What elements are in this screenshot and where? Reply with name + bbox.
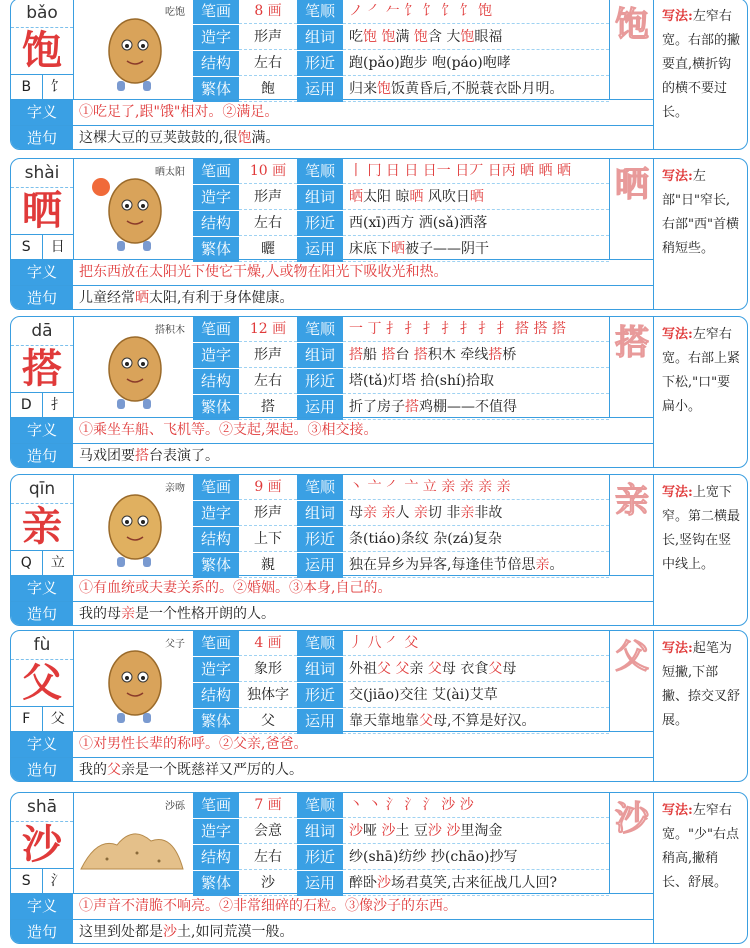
label-yunyong: 运用 xyxy=(297,77,343,102)
radical: 日 xyxy=(50,239,65,255)
label-zaoju: 造句 xyxy=(11,444,73,468)
usage: 醉卧沙场君莫笑,古来征战几人回? xyxy=(343,871,609,896)
initial-letter: F xyxy=(11,707,43,732)
meaning: ①有血统或夫妻关系的。②婚姻。③本身,自己的。 xyxy=(79,580,392,596)
trace-character: 亲 xyxy=(615,481,649,521)
character-card xyxy=(10,474,748,626)
label-ziyi: 字义 xyxy=(11,100,73,125)
stroke-order: ノ ㇒ 𠂉 饣 饣 饣 饣 饱 xyxy=(343,0,609,24)
sentence: 这里到处都是沙土,如同荒漠一般。 xyxy=(79,924,294,940)
label-jiegou: 结构 xyxy=(193,369,239,394)
radical: 氵 xyxy=(50,873,65,889)
writing-tip xyxy=(653,0,748,149)
stroke-order: 丿 八 ㇒ 父 xyxy=(343,631,609,656)
stroke-count: 10 画 xyxy=(239,159,297,184)
similar: 条(tiáo)条纹 杂(zá)复杂 xyxy=(343,527,609,552)
traditional: 親 xyxy=(239,553,297,578)
index-row xyxy=(11,868,73,894)
label-ziyi: 字义 xyxy=(11,418,73,443)
writing-tip xyxy=(653,475,748,625)
label-bihua: 笔画 xyxy=(193,631,239,656)
label-ziyi: 字义 xyxy=(11,576,73,601)
meaning: ①乘坐车船、飞机等。②支起,架起。③相交接。 xyxy=(79,422,378,438)
illustration-label: 晒太阳 xyxy=(155,167,185,178)
trace-box xyxy=(609,631,654,731)
sentence: 马戏团要搭台表演了。 xyxy=(79,448,219,464)
label-jiegou: 结构 xyxy=(193,211,239,236)
label-bihua: 笔画 xyxy=(193,793,239,818)
writing-label: 写法: xyxy=(662,641,693,656)
label-zuci: 组词 xyxy=(297,819,343,844)
label-bishun: 笔顺 xyxy=(297,631,343,656)
usage: 归来饱饭黄昏后,不脱蓑衣卧月明。 xyxy=(343,77,609,102)
label-jiegou: 结构 xyxy=(193,845,239,870)
character-card xyxy=(10,316,748,468)
label-xingjin: 形近 xyxy=(297,211,343,236)
pinyin: dā xyxy=(11,317,73,346)
label-bihua: 笔画 xyxy=(193,317,239,342)
usage: 床底下晒被子——阴干 xyxy=(343,237,609,262)
usage: 折了房子搭鸡棚——不值得 xyxy=(343,395,609,420)
label-bishun: 笔顺 xyxy=(297,317,343,342)
formation: 象形 xyxy=(239,657,297,682)
pinyin: fù xyxy=(11,631,73,660)
structure: 左右 xyxy=(239,211,297,236)
writing-text: 左窄右宽。右部的撇要直,横折钩的横不要过长。 xyxy=(662,9,741,120)
illustration xyxy=(73,159,193,259)
label-fanti: 繁体 xyxy=(193,77,239,102)
label-zaozi: 造字 xyxy=(193,501,239,526)
structure: 左右 xyxy=(239,51,297,76)
label-zaozi: 造字 xyxy=(193,185,239,210)
label-bihua: 笔画 xyxy=(193,0,239,24)
trace-character: 饱 xyxy=(615,5,649,45)
label-zaoju: 造句 xyxy=(11,920,73,944)
label-jiegou: 结构 xyxy=(193,51,239,76)
initial-letter: Q xyxy=(11,551,43,576)
illustration-label: 搭积木 xyxy=(155,325,185,336)
radical: 父 xyxy=(50,711,65,727)
label-fanti: 繁体 xyxy=(193,709,239,734)
character-card xyxy=(10,792,748,944)
label-xingjin: 形近 xyxy=(297,845,343,870)
initial-letter: S xyxy=(11,869,43,894)
formation: 会意 xyxy=(239,819,297,844)
radical: 扌 xyxy=(50,397,65,413)
label-zuci: 组词 xyxy=(297,25,343,50)
label-jiegou: 结构 xyxy=(193,527,239,552)
label-bishun: 笔顺 xyxy=(297,475,343,500)
similar: 塔(tǎ)灯塔 拾(shí)拾取 xyxy=(343,369,609,394)
initial-letter: B xyxy=(11,75,43,100)
label-zaozi: 造字 xyxy=(193,819,239,844)
pinyin: qīn xyxy=(11,475,73,504)
words: 晒太阳 晾晒 风吹日晒 xyxy=(343,185,609,210)
stroke-count: 7 画 xyxy=(239,793,297,818)
radical: 饣 xyxy=(50,79,65,95)
writing-label: 写法: xyxy=(662,803,693,818)
writing-text: 上宽下窄。第二横最长,竖钩在竖中线上。 xyxy=(662,485,741,572)
stroke-order: 丨 冂 日 日 日一 日丆 日丙 晒 晒 晒 xyxy=(343,159,609,184)
sentence: 我的父亲是一个既慈祥又严厉的人。 xyxy=(79,762,303,778)
stroke-count: 4 画 xyxy=(239,631,297,656)
stroke-order: 丶 丶 氵 氵 氵 沙 沙 xyxy=(343,793,609,818)
writing-text: 起笔为短撇,下部撇、捺交叉舒展。 xyxy=(662,641,741,728)
writing-text: 左部"日"窄长,右部"西"首横稍短些。 xyxy=(662,169,739,256)
usage: 靠天靠地靠父母,不算是好汉。 xyxy=(343,709,609,734)
index-row xyxy=(11,392,73,418)
character-card xyxy=(10,630,748,782)
similar: 纱(shā)纺纱 抄(chāo)抄写 xyxy=(343,845,609,870)
label-zuci: 组词 xyxy=(297,501,343,526)
writing-label: 写法: xyxy=(662,9,693,24)
meaning: ①声音不清脆不响亮。②非常细碎的石粒。③像沙子的东西。 xyxy=(79,898,457,914)
words: 吃饱 饱满 饱含 大饱眼福 xyxy=(343,25,609,50)
label-yunyong: 运用 xyxy=(297,553,343,578)
structure: 上下 xyxy=(239,527,297,552)
character: 沙 xyxy=(22,821,62,868)
label-bihua: 笔画 xyxy=(193,159,239,184)
formation: 形声 xyxy=(239,501,297,526)
words: 搭船 搭台 搭积木 牵线搭桥 xyxy=(343,343,609,368)
label-zaoju: 造句 xyxy=(11,758,73,782)
traditional: 搭 xyxy=(239,395,297,420)
label-zuci: 组词 xyxy=(297,185,343,210)
illustration xyxy=(73,317,193,417)
character: 饱 xyxy=(22,27,62,74)
index-row xyxy=(11,74,73,100)
label-yunyong: 运用 xyxy=(297,709,343,734)
writing-label: 写法: xyxy=(662,485,693,500)
label-fanti: 繁体 xyxy=(193,553,239,578)
illustration xyxy=(73,631,193,731)
label-zaoju: 造句 xyxy=(11,602,73,626)
character-card xyxy=(10,0,748,150)
sentence: 我的母亲是一个性格开朗的人。 xyxy=(79,606,275,622)
trace-box xyxy=(609,475,654,575)
usage: 独在异乡为异客,每逢佳节倍思亲。 xyxy=(343,553,609,578)
words: 外祖父 父亲 父母 衣食父母 xyxy=(343,657,609,682)
index-row xyxy=(11,234,73,260)
similar: 跑(pǎo)跑步 咆(páo)咆哮 xyxy=(343,51,609,76)
radical: 立 xyxy=(50,555,65,571)
label-fanti: 繁体 xyxy=(193,871,239,896)
label-zaoju: 造句 xyxy=(11,126,73,150)
character: 搭 xyxy=(22,345,62,392)
label-jiegou: 结构 xyxy=(193,683,239,708)
label-zaoju: 造句 xyxy=(11,286,73,310)
character: 晒 xyxy=(22,187,62,234)
trace-character: 沙 xyxy=(615,799,649,839)
similar: 交(jiāo)交往 艾(ài)艾草 xyxy=(343,683,609,708)
label-xingjin: 形近 xyxy=(297,527,343,552)
writing-label: 写法: xyxy=(662,327,693,342)
label-ziyi: 字义 xyxy=(11,260,73,285)
pinyin: shā xyxy=(11,793,73,822)
stroke-count: 9 画 xyxy=(239,475,297,500)
label-zaozi: 造字 xyxy=(193,25,239,50)
sentence: 这棵大豆的豆荚鼓鼓的,很饱满。 xyxy=(79,130,280,146)
label-xingjin: 形近 xyxy=(297,51,343,76)
meaning: ①吃足了,跟"饿"相对。②满足。 xyxy=(79,104,279,120)
traditional: 曬 xyxy=(239,237,297,262)
structure: 左右 xyxy=(239,845,297,870)
character: 亲 xyxy=(22,503,62,550)
writing-label: 写法: xyxy=(662,169,693,184)
label-bishun: 笔顺 xyxy=(297,0,343,24)
illustration xyxy=(73,475,193,575)
label-bihua: 笔画 xyxy=(193,475,239,500)
label-ziyi: 字义 xyxy=(11,732,73,757)
trace-box xyxy=(609,793,654,893)
index-row xyxy=(11,550,73,576)
words: 母亲 亲人 亲切 非亲非故 xyxy=(343,501,609,526)
label-zaozi: 造字 xyxy=(193,657,239,682)
character: 父 xyxy=(22,659,62,706)
words: 沙哑 沙土 豆沙 沙里淘金 xyxy=(343,819,609,844)
label-yunyong: 运用 xyxy=(297,237,343,262)
writing-text: 左窄右宽。"少"右点稍高,撇稍长、舒展。 xyxy=(662,803,739,890)
meaning: ①对男性长辈的称呼。②父亲,爸爸。 xyxy=(79,736,308,752)
stroke-count: 12 画 xyxy=(239,317,297,342)
label-xingjin: 形近 xyxy=(297,369,343,394)
label-yunyong: 运用 xyxy=(297,871,343,896)
illustration-label: 父子 xyxy=(165,639,185,650)
structure: 左右 xyxy=(239,369,297,394)
label-bishun: 笔顺 xyxy=(297,793,343,818)
label-ziyi: 字义 xyxy=(11,894,73,919)
trace-character: 父 xyxy=(615,637,649,677)
illustration xyxy=(73,793,193,893)
trace-box xyxy=(609,0,654,99)
label-zaozi: 造字 xyxy=(193,343,239,368)
writing-tip xyxy=(653,317,748,467)
label-bishun: 笔顺 xyxy=(297,159,343,184)
writing-tip xyxy=(653,159,748,309)
character-card xyxy=(10,158,748,310)
formation: 形声 xyxy=(239,343,297,368)
stroke-order: 丶 亠 ㇒ 亠 立 亲 亲 亲 亲 xyxy=(343,475,609,500)
label-zuci: 组词 xyxy=(297,343,343,368)
traditional: 沙 xyxy=(239,871,297,896)
formation: 形声 xyxy=(239,185,297,210)
writing-tip xyxy=(653,793,748,943)
writing-text: 左窄右宽。右部上紧下松,"口"要扁小。 xyxy=(662,327,741,414)
formation: 形声 xyxy=(239,25,297,50)
initial-letter: D xyxy=(11,393,43,418)
illustration xyxy=(73,0,193,99)
label-fanti: 繁体 xyxy=(193,237,239,262)
illustration-label: 沙砾 xyxy=(165,801,185,812)
label-fanti: 繁体 xyxy=(193,395,239,420)
stroke-order: 一 丁 扌 扌 扌 扌 扌 扌 扌 搭 搭 搭 xyxy=(343,317,609,342)
pinyin: shài xyxy=(11,159,73,188)
initial-letter: S xyxy=(11,235,43,260)
writing-tip xyxy=(653,631,748,781)
label-zuci: 组词 xyxy=(297,657,343,682)
sentence: 儿童经常晒太阳,有利于身体健康。 xyxy=(79,290,294,306)
traditional: 飽 xyxy=(239,77,297,102)
trace-character: 晒 xyxy=(615,165,649,205)
label-xingjin: 形近 xyxy=(297,683,343,708)
illustration-label: 亲吻 xyxy=(165,483,185,494)
meaning: 把东西放在太阳光下使它干燥,人或物在阳光下吸收光和热。 xyxy=(79,264,448,280)
similar: 西(xī)西方 洒(sǎ)洒落 xyxy=(343,211,609,236)
label-yunyong: 运用 xyxy=(297,395,343,420)
trace-character: 搭 xyxy=(615,323,649,363)
index-row xyxy=(11,706,73,732)
structure: 独体字 xyxy=(239,683,297,708)
illustration-label: 吃饱 xyxy=(165,7,185,18)
pinyin: bǎo xyxy=(11,0,73,28)
trace-box xyxy=(609,317,654,417)
traditional: 父 xyxy=(239,709,297,734)
trace-box xyxy=(609,159,654,259)
stroke-count: 8 画 xyxy=(239,0,297,24)
